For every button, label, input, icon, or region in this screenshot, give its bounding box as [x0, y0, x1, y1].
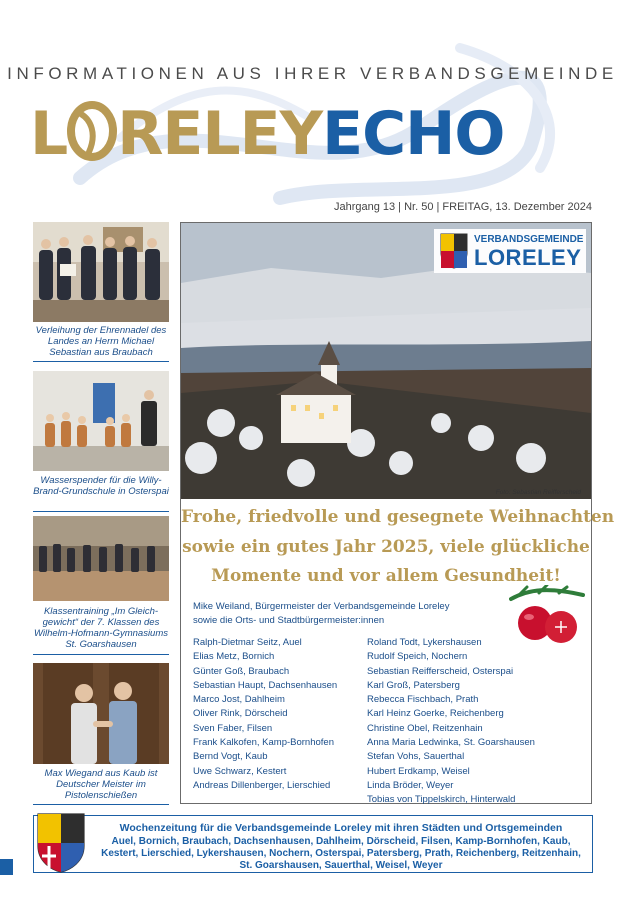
masthead-title-part3: ECHO [322, 99, 505, 169]
mayor-name: Marco Jost, Dahlheim [193, 694, 285, 706]
mayor-name: Linda Bröder, Weyer [367, 779, 454, 791]
sidebar-caption-2: Wasserspender für die Willy-Brand-Grundschule in Osterspai [33, 475, 169, 497]
mayor-name: Elias Metz, Bornich [193, 651, 275, 663]
mayor-name: Bernd Vogt, Kaub [193, 751, 268, 763]
sidebar-caption-4: Max Wiegand aus Kaub ist Deutscher Meister im Pistolenschießen [44, 768, 158, 801]
mayor-name: Tobias von Tippelskirch, Hinterwald [367, 794, 516, 806]
sidebar-story-3[interactable] [33, 516, 169, 656]
vg-badge-small-text: VERBANDSGEMEINDE [474, 234, 584, 245]
sidebar-story-1[interactable] [33, 222, 169, 362]
corner-accent [0, 859, 13, 875]
masthead-title-part1: L [30, 99, 68, 169]
mayor-list-left [193, 636, 337, 793]
sidebar-divider-3 [33, 654, 169, 655]
mayor-name: Roland Todt, Lykershausen [367, 637, 482, 648]
mayor-name: Christine Obel, Reitzenhain [367, 722, 483, 734]
mayor-name: Karl Groß, Patersberg [367, 679, 460, 691]
mayor-name: Hubert Erdkamp, Weisel [367, 765, 470, 777]
vg-badge-big-text: LORELEY [474, 245, 582, 270]
footer-title: Wochenzeitung für die Verbandsgemeinde Loreley mit ihren Städten und Ortsgemeinden [119, 822, 563, 834]
mayor-name: Stefan Vohs, Sauerthal [367, 751, 465, 763]
sidebar-divider-1 [33, 361, 169, 362]
issue-line: Jahrgang 13 | Nr. 50 | FREITAG, 13. Dezember 2024 [333, 201, 592, 213]
sidebar-divider-2 [33, 511, 169, 512]
intro-line-1: Mike Weiland, Bürgermeister der Verbandsgemeinde Loreley [193, 601, 450, 612]
mayor-name: Uwe Schwarz, Kestert [193, 765, 287, 777]
gym-training-photo [33, 516, 169, 601]
sidebar-caption-3: Klassentraining „Im Gleich-gewicht“ der 7. Klassen des Wilhelm-Hofmann-Gymnasiums St. Goarshausen [34, 606, 168, 650]
christmas-greeting-box [180, 222, 615, 806]
school-photo [33, 371, 169, 471]
mayor-name: Frank Kalkofen, Kamp-Bornhofen [193, 737, 334, 749]
shooting-champion-photo [33, 663, 169, 764]
mayor-name: Günter Goß, Braubach [193, 665, 290, 677]
sidebar-divider-4 [33, 804, 169, 805]
mayor-name: Ralph-Dietmar Seitz, Auel [193, 637, 302, 648]
mayor-name: Anna Maria Ledwinka, St. Goarshausen [367, 737, 535, 749]
loreley-figure-icon [67, 94, 117, 174]
greeting-line-1: Frohe, friedvolle und gesegnete Weihnachten [181, 507, 615, 527]
mayor-name: Karl Heinz Goerke, Reichenberg [367, 708, 504, 720]
mayor-list-right [367, 636, 535, 808]
sidebar-story-4[interactable] [33, 663, 169, 805]
ceremony-photo [33, 222, 169, 322]
greeting-line-2: sowie ein gutes Jahr 2025, viele glückliche [182, 537, 590, 557]
coat-of-arms-icon [440, 233, 468, 269]
greeting-line-3: Momente und vor allem Gesundheit! [211, 566, 561, 586]
footer-banner [33, 815, 593, 873]
sidebar-caption-1: Verleihung der Ehrennadel des Landes an Herrn Michael Sebastian aus Braubach [35, 325, 167, 358]
vg-loreley-logo [434, 229, 586, 273]
mayor-name: Rebecca Fischbach, Prath [367, 694, 479, 706]
mayor-name: Sven Faber, Filsen [193, 722, 273, 734]
mayor-name: Sebastian Reifferscheid, Osterspai [367, 665, 514, 677]
masthead-tagline: INFORMATIONEN AUS IHRER VERBANDSGEMEINDE [7, 64, 618, 83]
masthead-title [30, 94, 600, 174]
coat-of-arms-icon [36, 812, 86, 874]
footer-towns: Auel, Bornich, Braubach, Dachsenhausen, Dahlheim, Dörscheid, Filsen, Kamp-Bornhofen, Kaub, Kestert, Lierschied, Lykershausen, Nochern, Osterspai, Patersberg, Prath, Reichenberg, Reitzenhain, St. Goarshausen, Sauerthal, Weisel, Weyer [101, 836, 581, 871]
sidebar-story-2[interactable] [33, 371, 169, 509]
mayor-name: Sebastian Haupt, Dachsenhausen [193, 679, 338, 691]
photo-credit: Foto: Sebastian Reifferscheid [495, 489, 581, 496]
mayor-name: Rudolf Speich, Nochern [367, 651, 468, 663]
intro-line-2: sowie die Orts- und Stadtbürgermeister:innen [193, 615, 385, 626]
masthead-title-part2: RELEY [117, 99, 323, 169]
mayor-name: Oliver Rink, Dörscheid [193, 708, 288, 720]
mayor-name: Andreas Dillenberger, Lierschied [193, 779, 331, 791]
